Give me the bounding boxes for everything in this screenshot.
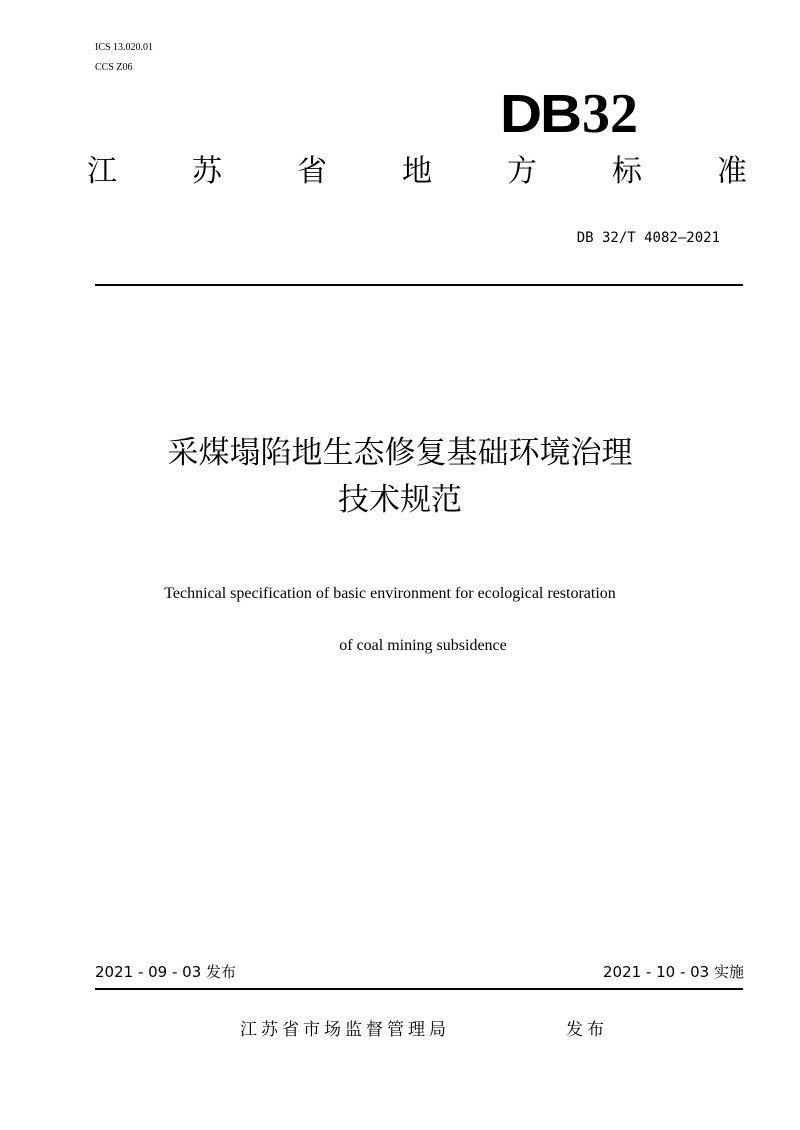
ccs-code: CCS Z06 [95, 62, 133, 73]
logo-letters: DB [500, 84, 580, 144]
standard-type-char: 准 [717, 154, 747, 189]
bottom-divider [95, 988, 743, 990]
standard-type-heading [87, 152, 747, 192]
standard-type-char: 标 [612, 154, 642, 189]
document-title-en-line2: of coal mining subsidence [339, 637, 507, 654]
standard-type-char: 方 [507, 154, 537, 189]
issuing-action: 发布 [566, 1020, 608, 1040]
standard-type-char: 省 [297, 154, 327, 189]
document-title-cn-line1: 采煤塌陷地生态修复基础环境治理 [167, 435, 633, 471]
ics-code: ICS 13.020.01 [95, 42, 154, 53]
top-divider [95, 284, 743, 286]
db32-logo [500, 82, 690, 145]
implementation-date: 2021 - 10 - 03 实施 [602, 963, 744, 981]
document-title-cn-line2: 技术规范 [338, 482, 462, 518]
standard-type-char: 地 [402, 154, 432, 189]
standard-type-char: 苏 [192, 154, 222, 189]
logo-number: 32 [582, 83, 638, 145]
standard-type-char: 江 [87, 154, 117, 189]
standard-number: DB 32/T 4082—2021 [576, 230, 720, 246]
document-title-en-line1: Technical specification of basic environment for ecological restoration [164, 585, 616, 602]
issuing-authority: 江苏省市场监督管理局 [240, 1020, 450, 1040]
issue-date: 2021 - 09 - 03 发布 [95, 963, 237, 981]
